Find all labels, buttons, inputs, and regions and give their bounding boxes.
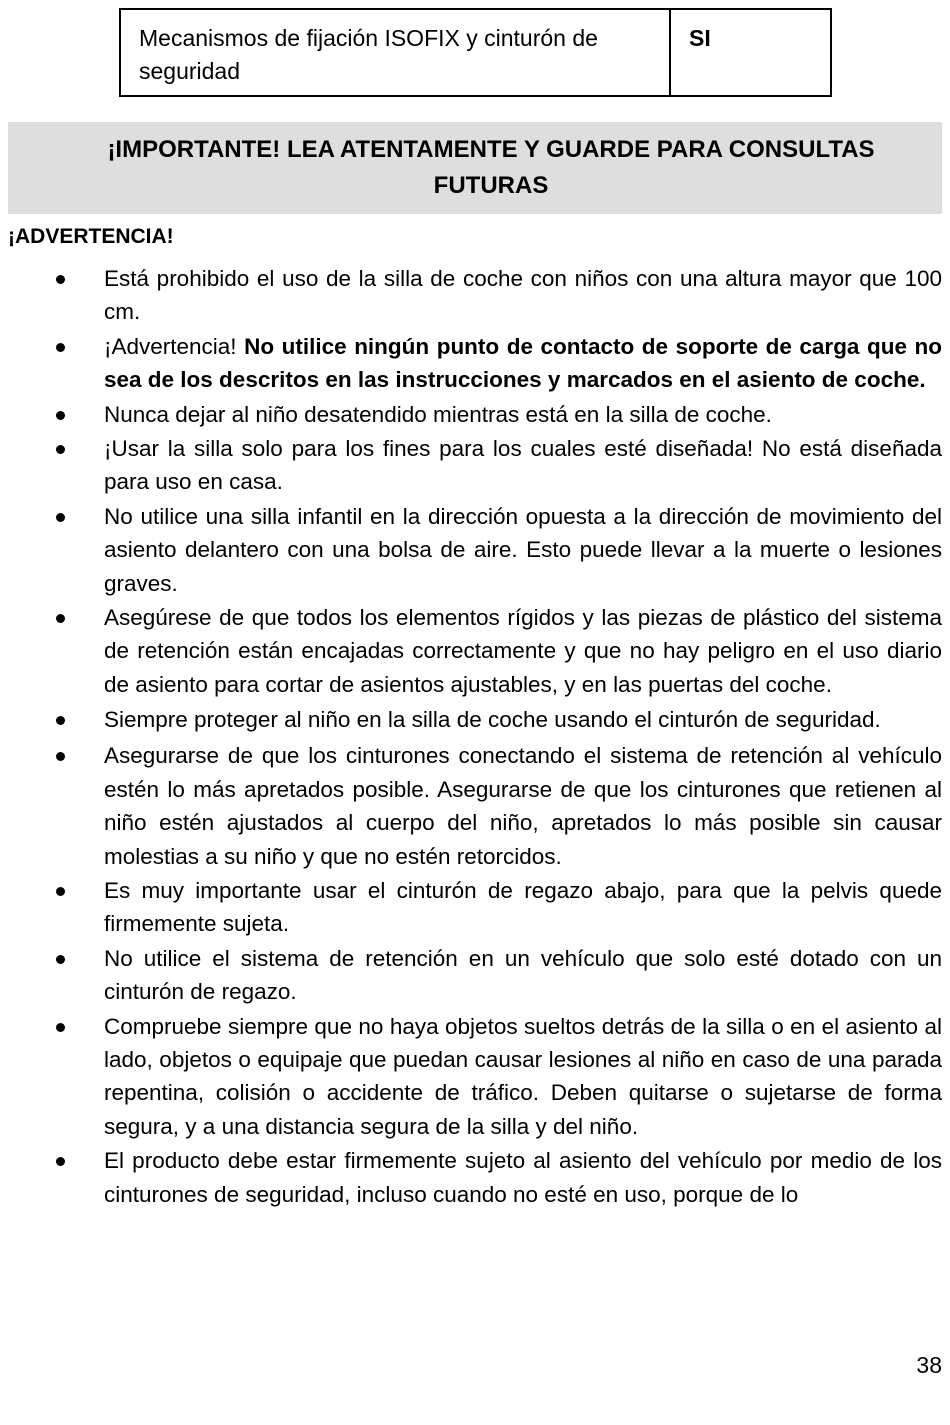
list-item [0,739,942,873]
list-item-text: Compruebe siempre que no haya objetos sueltos detrás de la silla o en el asiento al lado, objetos o equipaje que puedan causar lesiones al niño en caso de una parada repentina, colisión o accidente de tráfico. Deben quitarse o sujetarse de forma segura, y a una distancia segura de la silla y del niño. [104,1013,942,1139]
bullet-icon [56,955,65,964]
bullet-icon [56,752,65,761]
list-item-text: Siempre proteger al niño en la silla de coche usando el cinturón de seguridad. [104,707,881,733]
important-banner [8,122,942,214]
list-item-text: El producto debe estar firmemente sujeto al asiento del vehículo por medio de los cinturones de seguridad, incluso cuando no esté en uso, porque de lo [104,1148,942,1207]
list-item-prefix: ¡Advertencia! [104,333,245,359]
bullet-icon [56,513,65,522]
list-item [0,702,942,738]
bullet-icon [56,1157,65,1166]
bullet-icon [56,716,65,725]
list-item-text: No utilice una silla infantil en la dirección opuesta a la dirección de movimiento del asiento delantero con una bolsa de aire. Esto puede llevar a la muerte o lesiones graves. [104,503,942,596]
warning-heading: ¡ADVERTENCIA! [8,225,174,248]
page-number: 38 [916,1352,942,1378]
list-item-text: Asegurarse de que los cinturones conectando el sistema de retención al vehículo estén lo más apretados posible. Asegurarse de que los cinturones que retienen al niño estén ajustados al cuerpo del niño, apretados lo más posible sin causar molestias a su niño y que no estén retorcidos. [104,743,942,869]
bullet-icon [56,445,65,454]
bullet-icon [56,343,65,352]
spec-label: Mecanismos de fijación ISOFIX y cinturón de seguridad [121,10,671,95]
bullet-icon [56,275,65,284]
list-item-text: Es muy importante usar el cinturón de regazo abajo, para que la pelvis quede firmemente sujeta. [104,877,942,937]
spec-table [119,8,832,97]
list-item-text: Nunca dejar al niño desatendido mientras está en la silla de coche. [104,401,772,427]
list-item-bold-text: No utilice ningún punto de contacto de soporte de carga que no sea de los descritos en las instrucciones y marcados en el asiento de coche. [104,333,943,393]
list-item [0,1144,942,1211]
list-item [0,330,942,397]
list-item-text: Está prohibido el uso de la silla de coche con niños con una altura mayor que 100 cm. [104,266,942,325]
list-item-text: No utilice el sistema de retención en un vehículo que solo esté dotado con un cinturón de regazo. [104,945,942,1005]
bullet-icon [56,411,65,420]
list-item [0,398,942,431]
bullet-icon [56,1023,65,1032]
spec-value: SI [689,25,711,51]
list-item [0,432,942,499]
list-item [0,1010,942,1144]
list-item [0,874,942,941]
list-item [0,942,942,1009]
bullet-icon [56,614,65,623]
list-item [0,500,942,600]
list-item [0,262,942,329]
list-item-text: Asegúrese de que todos los elementos rígidos y las piezas de plástico del sistema de retención están encajadas correctamente y que no hay peligro en el uso diario de asiento para cortar de asientos ajustables, y en las puertas del coche. [104,605,942,697]
list-item-text: ¡Usar la silla solo para los fines para los cuales esté diseñada! No está diseñada para uso en casa. [104,436,942,495]
list-item [0,601,942,701]
bullet-icon [56,887,65,896]
warning-list [0,262,942,1212]
banner-title: ¡IMPORTANTE! LEA ATENTAMENTE Y GUARDE PARA CONSULTAS FUTURAS [107,136,875,199]
